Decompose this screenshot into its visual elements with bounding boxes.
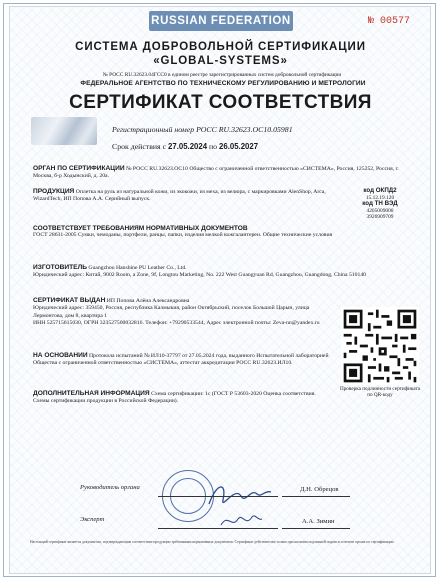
date-to: 26.05.2027 [219, 142, 259, 151]
head-signature-line [158, 496, 278, 497]
system-title: СИСТЕМА ДОБРОВОЛЬНОЙ СЕРТИФИКАЦИИ [75, 41, 366, 53]
registration-number [112, 125, 293, 134]
validity-prefix: Срок действия с [112, 142, 167, 151]
footer-smallprint: Настоящий сертификат является документом, подтверждающим соответствие продукции требованиям нормативных документов. Сертификат действителен только при наличии подлинной подписи и печати органа по сертификации. [30, 540, 395, 544]
serial-number: № 00577 [368, 16, 411, 27]
date-from: 27.05.2024 [168, 142, 208, 151]
tnved-label: код ТН ВЭД [362, 200, 398, 208]
expert-name-line [282, 528, 350, 529]
basis-text: Протокола испытаний № ИЛ10-37797 от 27.05.2024 года, выданного Испытательной лабораторией Общества с ограниченной ответственностью «СИСТЕМА», аттестат аккредитации РОСС RU.32623.ИЛ10. [33, 353, 329, 367]
expert-name: А.А. Зимин [302, 518, 335, 525]
tnved-value: 3926909709 [366, 214, 394, 221]
head-label: Руководитель органа [80, 484, 140, 491]
head-name-line [282, 496, 350, 497]
basis-label: НА ОСНОВАНИИ [33, 352, 88, 359]
maker-label: ИЗГОТОВИТЕЛЬ [33, 264, 87, 271]
product-label: ПРОДУКЦИЯ [33, 188, 75, 195]
head-name: Д.Н. Обрецов [300, 486, 339, 493]
issued-address: Юридический адрес: 359450, Россия, республика Калмыкия, район Октябрьский, поселок Большой Царын, улица Лермонтова, дом 8, квартира 1 [33, 305, 310, 319]
hologram-emblem [31, 117, 97, 145]
maker-name: Guangzhou Hanshine PU Leather Co., Ltd. [88, 265, 187, 271]
product-section [33, 188, 333, 204]
extra-text: Схема сертификации: 1с (ГОСТ Р 53603-2020 Оценка соответствия. Схемы сертификации продукции в Российской Федерации). [33, 391, 316, 405]
organ-label: ОРГАН ПО СЕРТИФИКАЦИИ [33, 165, 125, 172]
standards-section [33, 225, 333, 240]
organ-section [33, 165, 419, 181]
validity-period [112, 142, 258, 151]
expert-signature [218, 509, 264, 533]
registry-line: № РОСС RU.32623.04ГСС0 в едином реестре зарегистрированных систем добровольной сертификации [102, 72, 342, 78]
issued-label: СЕРТИФИКАТ ВЫДАН [33, 297, 106, 304]
product-text: Оплетка на руль из натуральной кожи, из экокожи, из меха, из велюра, с маркировками AlenShop, Arca, WizardTech, ИП Попова А.А. Серийный выпуск. [33, 189, 326, 203]
tnved-value: 4205009000 [366, 207, 394, 214]
standards-text: ГОСТ 28631-2005 Сумки, чемоданы, портфели, ранцы, папки, изделия мелкой кожгалантереи. Общие технические условия [33, 232, 333, 239]
maker-section [33, 264, 383, 280]
issued-section [33, 297, 333, 328]
okpd-label: код ОКПД2 [363, 187, 397, 194]
issued-name: ИП Попова Алёна Александровна [106, 298, 190, 304]
maker-address: Юридический адрес: Китай, 9002 Room, a Zone, 9f, Longtou Marketing, No. 222 West Guangyuan Rd, Guangzhou, Guangdong, China 510140 [33, 272, 367, 279]
qr-code [341, 307, 419, 385]
validity-mid: по [209, 142, 218, 151]
certificate-title: СЕРТИФИКАТ СООТВЕТСТВИЯ [69, 92, 372, 113]
okpd-value: 15.12.19.120 [365, 194, 395, 201]
extra-info-section [33, 390, 333, 406]
issued-contacts: ИНН 525715615030, ОГРН 323527500032816. Телефон: +79290533544, Адрес электронной почты: Zeva-nn@yandex.ru [33, 320, 320, 327]
expert-label: Эксперт [80, 516, 105, 523]
organ-text: № РОСС RU.32623.ОС10 Общество с ограниченной ответственностью «СИСТЕМА», Россия, 125252, Россия, г. Москва, б-р Ходынский, д. 20а. [33, 166, 399, 180]
agency-line: ФЕДЕРАЛЬНОЕ АГЕНТСТВО ПО ТЕХНИЧЕСКОМУ РЕГУЛИРОВАНИЮ И МЕТРОЛОГИИ [80, 80, 366, 87]
qr-caption: Проверка подлинности сертификата по QR-коду [339, 386, 421, 399]
classification-codes [341, 188, 419, 221]
reg-label: Регистрационный номер [112, 125, 195, 134]
expert-signature-line [158, 528, 278, 529]
country-banner: RUSSIAN FEDERATION [149, 11, 293, 31]
reg-number: РОСС RU.32623.ОС10.05981 [196, 125, 293, 134]
basis-section [33, 352, 333, 368]
standards-label: СООТВЕТСТВУЕТ ТРЕБОВАНИЯМ НОРМАТИВНЫХ ДОКУМЕНТОВ [33, 225, 248, 232]
system-name: «GLOBAL-SYSTEMS» [153, 55, 288, 67]
extra-label: ДОПОЛНИТЕЛЬНАЯ ИНФОРМАЦИЯ [33, 390, 150, 397]
